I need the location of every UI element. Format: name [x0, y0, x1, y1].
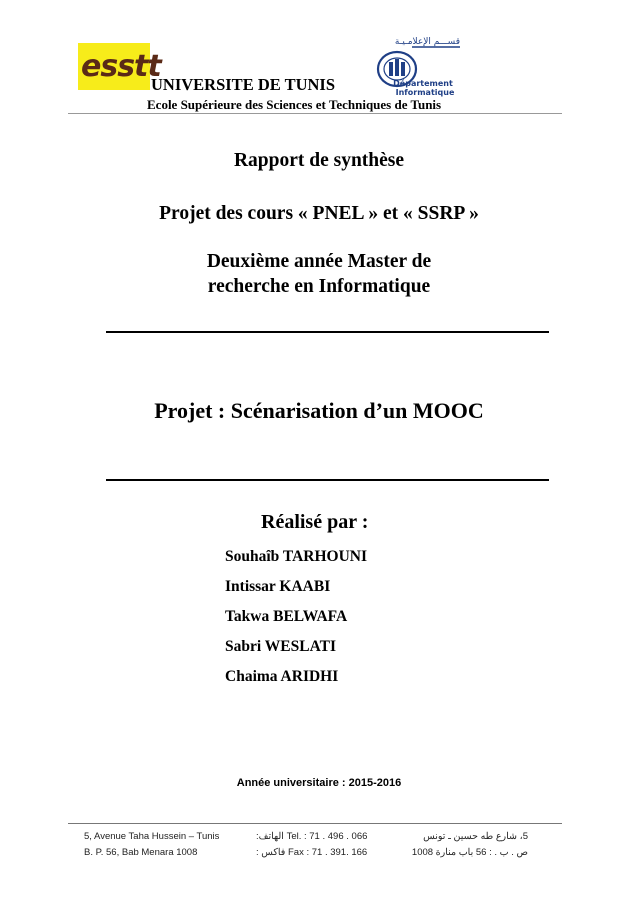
esstt-logo	[78, 43, 161, 90]
report-title: Rapport de synthèse	[233, 150, 405, 171]
author-name: Takwa BELWAFA	[225, 608, 348, 625]
footer-address-line1: 5, Avenue Taha Hussein – Tunis	[84, 831, 220, 842]
university-title: UNIVERSITE DE TUNIS	[151, 75, 336, 94]
footer-arabic-line2: ص . ب . : 56 باب منارة 1008	[411, 847, 528, 858]
dept-logo-line2: Informatique	[395, 88, 455, 97]
level-title-text: Deuxième année Master de recherche en Informatique	[206, 251, 432, 297]
dept-logo-arabic: قســـم الإعلامـيـة	[394, 37, 460, 47]
author-name: Intissar KAABI	[225, 578, 331, 595]
department-logo	[372, 30, 462, 100]
top-project-rule	[106, 331, 549, 333]
authors-list	[225, 546, 367, 696]
footer-fax: : فاكس Fax : 71 . 391. 166	[256, 847, 368, 858]
course-title: Projet des cours « PNEL » et « SSRP »	[159, 203, 479, 224]
authors-heading: Réalisé par :	[261, 511, 369, 533]
school-name: Ecole Supérieure des Sciences et Techniques de Tunis	[147, 97, 442, 112]
footer-phone: :الهاتف Tel. : 71 . 496 . 066	[256, 831, 368, 842]
esstt-logo-text: esstt	[81, 49, 161, 84]
bottom-project-rule	[106, 479, 549, 481]
author-name: Chaima ARIDHI	[225, 668, 339, 685]
academic-year: Année universitaire : 2015-2016	[236, 777, 402, 789]
header-divider	[68, 113, 562, 114]
author-name: Sabri WESLATI	[225, 638, 336, 655]
footer-divider	[68, 823, 562, 824]
footer-address-line2: B. P. 56, Bab Menara 1008	[84, 847, 198, 858]
footer-arabic-line1: 5، شارع طه حسين ـ تونس	[423, 831, 528, 842]
dept-logo-line1: Département	[393, 79, 453, 88]
level-title	[189, 249, 449, 299]
project-title: Projet : Scénarisation d’un MOOC	[154, 398, 484, 423]
author-name: Souhaîb TARHOUNI	[225, 548, 367, 565]
